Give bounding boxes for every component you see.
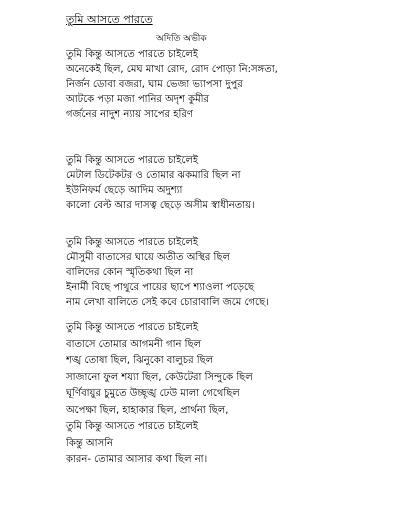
poem-line: তুমি কিন্তু আসতে পারতে চাইলেই bbox=[66, 49, 199, 60]
poem-line: বাতাসে তোমার আগমনী গান ছিল bbox=[66, 338, 202, 350]
poem-line: ইউনিফর্ম ছেড়ে আদিম অদুশ্যা bbox=[66, 185, 183, 196]
poem-line: ঘূর্ণিবায়ুর চুমুতে উচ্ছৃঙ্খ ঢেউ মালা গেথেছিল bbox=[66, 388, 240, 399]
poem-line: শঙ্খ তোষা ছিল, ঝিনুকো বালুচর ছিল bbox=[66, 355, 214, 366]
poem-title: তুমি আসতে পারতে bbox=[66, 13, 153, 26]
poem-line: তুমি কিন্তু আসতে পারতে চাইলেই bbox=[66, 155, 199, 166]
poem-line: অনেকেই ছিল, মেঘ মাখা রোদ, রোদ পোড়া নি:সঙ্গতা, bbox=[66, 64, 278, 75]
poem-line: তুমি কিন্তু আসতে পারতে চাইলেই bbox=[66, 237, 199, 248]
poem-line: নির্জন ডোবা বজরা, ঘাম ভেজা ভ্যাপসা দুপুর bbox=[66, 79, 243, 90]
stanza-1 bbox=[66, 47, 278, 122]
poem-line: সাজানো ফুল শয্যা ছিল, কেউটেরা সিন্দুকে ছিল bbox=[66, 371, 253, 383]
poem-line: আটকে পড়া মজা পানির অদৃশ কুমীর bbox=[66, 94, 210, 105]
poem-line: তুমি কিন্তু আসতে পারতে চাইলেই bbox=[66, 421, 199, 432]
poem-line: ইনার্মী বিছে পাথুরে পায়ের ছাপে শ্যাওলা পড়েছে bbox=[66, 282, 255, 293]
poem-line: বালিদের কোন স্মৃতিকথা ছিল না bbox=[66, 267, 194, 278]
poem-line: মৌসুমী বাতাসের ঘায়ে অতীত অস্থির ছিল bbox=[66, 252, 230, 263]
poem-author: অদিতি অভীক bbox=[156, 34, 207, 44]
poem-line: মেটাল ডিটেকটর ও তোমার ঝকমারি ছিল না bbox=[66, 170, 241, 181]
poem-line: কালো বেল্ট আর দাসত্ব ছেড়ে অসীম স্বাধীনতায়। bbox=[66, 200, 255, 211]
poem-line: কিন্তু আসনি bbox=[66, 437, 114, 449]
poem-line: নাম লেখা বালিতে সেই কবে চোরাবালি জমে গেছে। bbox=[66, 297, 269, 308]
poem-line: তুমি কিন্তু আসতে পারতে চাইলেই bbox=[66, 322, 199, 333]
poem-line: গর্জনের নাদুশ ন্যায় সাপের হরিণ bbox=[66, 109, 193, 120]
poem-line: কারন- তোমার আসার কথা ছিল না। bbox=[66, 454, 208, 465]
poem-line: অপেক্ষা ছিল, হাহাকার ছিল, প্রার্থনা ছিল, bbox=[66, 404, 229, 416]
stanza-3 bbox=[66, 235, 269, 310]
stanza-4 bbox=[66, 320, 253, 469]
stanza-2 bbox=[66, 153, 255, 213]
